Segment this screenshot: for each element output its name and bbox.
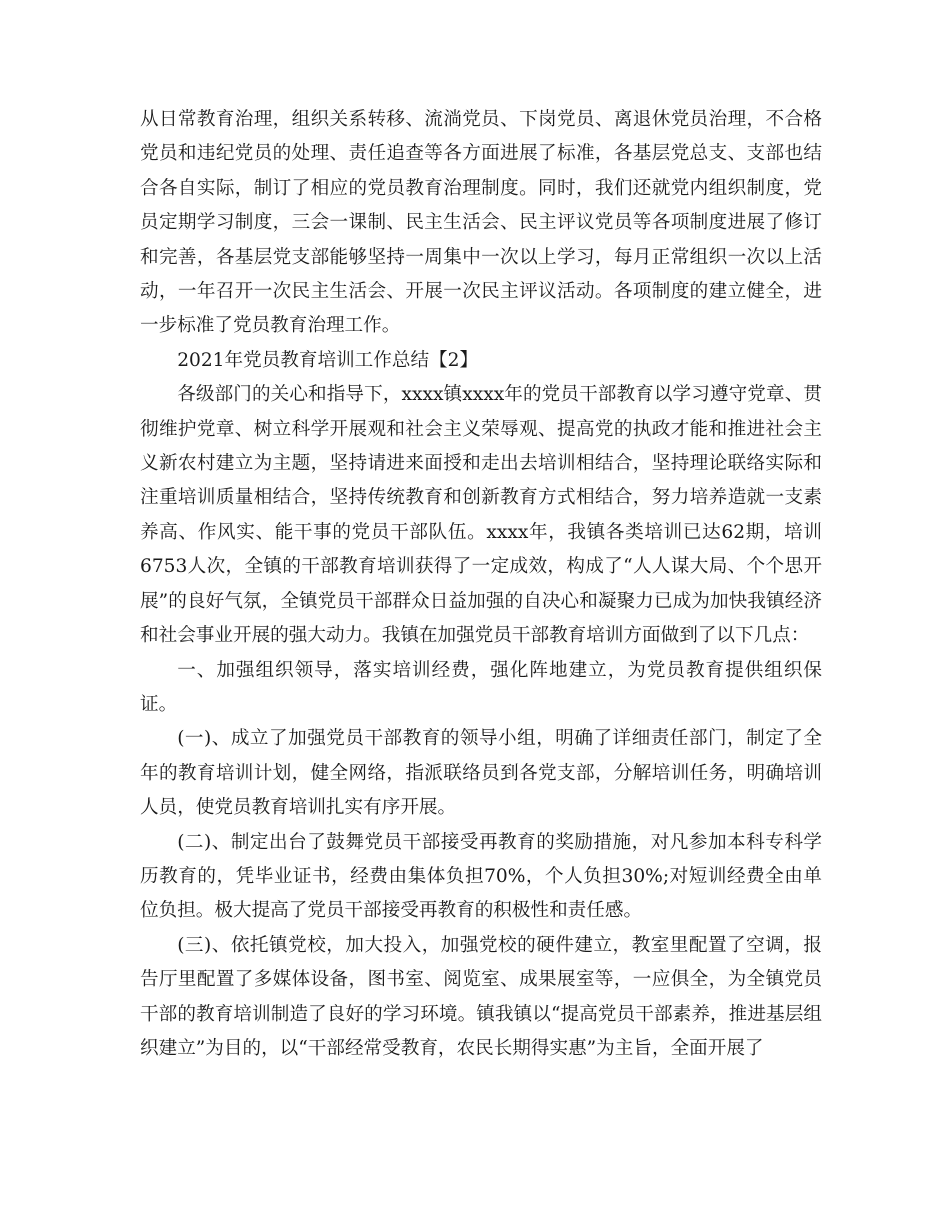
paragraph-subpoint-3: (三)、依托镇党校，加大投入，加强党校的硬件建立，教室里配置了空调，报告厅里配置了多媒体设备，图书室、阅览室、成果展室等，一应俱全，为全镇党员干部的教育培训制造了良好的学习环境。镇我镇以“提高党员干部素养，推进基层组织建立”为目的，以“干部经常受教育，农民长期得实惠”为主旨，全面开展了 [140, 934, 822, 1059]
document-body [140, 103, 822, 1066]
paragraph-continuation: 从日常教育治理，组织关系转移、流淌党员、下岗党员、离退休党员治理，不合格党员和违纪党员的处理、责任追查等各方面进展了标准，各基层党总支、支部也结合各自实际，制订了相应的党员教育治理制度。同时，我们还就党内组织制度，党员定期学习制度，三会一课制、民主生活会、民主评议党员等各项制度进展了修订和完善，各基层党支部能够坚持一周集中一次以上学习，每月正常组织一次以上活动，一年召开一次民主生活会、开展一次民主评议活动。各项制度的建立健全，进一步标准了党员教育治理工作。 [140, 109, 822, 337]
paragraph-point-one: 一、加强组织领导，落实培训经费，强化阵地建立，为党员教育提供组织保证。 [140, 659, 822, 715]
paragraph-intro: 各级部门的关心和指导下，xxxx镇xxxx年的党员干部教育以学习遵守党章、贯彻维护党章、树立科学开展观和社会主义荣辱观、提高党的执政才能和推进社会主义新农村建立为主题，坚持请进来面授和走出去培训相结合，坚持理论联络实际和注重培训质量相结合，坚持传统教育和创新教育方式相结合，努力培养造就一支素养高、作风实、能干事的党员干部队伍。xxxx年，我镇各类培训已达62期，培训6753人次，全镇的干部教育培训获得了一定成效，构成了“人人谋大局、个个思开展”的良好气氛，全镇党员干部群众日益加强的自决心和凝聚力已成为加快我镇经济和社会事业开展的强大动力。我镇在加强党员干部教育培训方面做到了以下几点： [140, 384, 822, 647]
paragraph-subpoint-1: (一)、成立了加强党员干部教育的领导小组，明确了详细责任部门，制定了全年的教育培训计划，健全网络，指派联络员到各党支部，分解培训任务，明确培训人员，使党员教育培训扎实有序开展。 [140, 728, 822, 819]
section-heading: 2021年党员教育培训工作总结【2】 [177, 349, 479, 371]
paragraph-subpoint-2: (二)、制定出台了鼓舞党员干部接受再教育的奖励措施，对凡参加本科专科学历教育的，凭毕业证书，经费由集体负担70%，个人负担30%;对短训经费全由单位负担。极大提高了党员干部接受再教育的积极性和责任感。 [140, 831, 822, 922]
